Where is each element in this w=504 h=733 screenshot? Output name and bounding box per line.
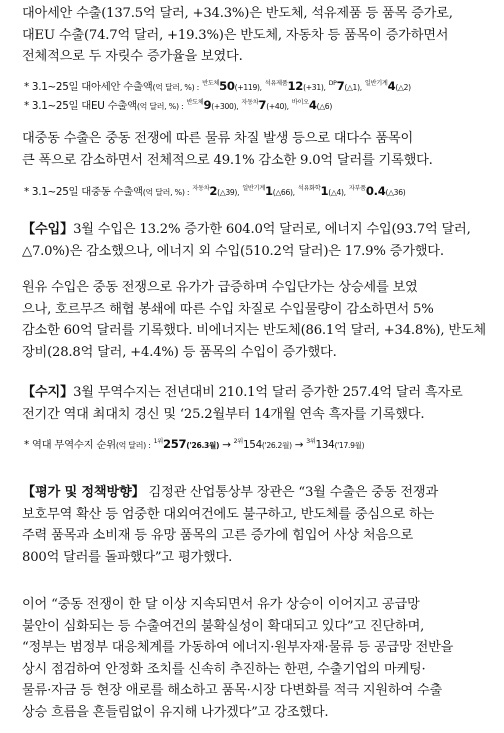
eu-export-note [24,97,332,112]
text-line [22,219,492,241]
rank-label: 3위 [306,438,316,445]
item-value: 1 [264,184,273,198]
text-line: 전체적으로 두 자릿수 증가율을 보였다. [22,49,243,64]
text-line [22,382,492,404]
item-change: (△4), [328,188,346,197]
rank-value: 154 [242,439,262,451]
text-line: 감소한 60억 달러를 기록했다. 비에너지는 반도체(86.1억 달러, +34.8%), 반도체 [22,323,486,338]
item-value: 2 [209,184,218,198]
import-line-1: 3월 수입은 13.2% 증가한 604.0억 달러로, 에너지 수입(93.7억 달러, [73,222,471,237]
item-change: (+31), [303,83,326,92]
item-name: 자동차 [241,99,259,106]
item-value: 4 [387,79,396,93]
item-value: 9 [203,98,212,112]
asean-export-note [24,78,411,93]
text-line: 상시 점검하여 안정화 조치를 신속히 추진하는 한편, 수출기업의 마케팅· [22,661,426,677]
rank-label: 2위 [233,438,243,445]
note-unit: (억 달러, %) : [136,102,184,111]
item-value: 4 [308,98,317,112]
item-value: 0.4 [365,184,386,198]
rank-value: 134 [315,439,335,451]
arrow-icon: → [222,439,231,451]
item-change: (△2) [395,83,411,92]
item-name: 석유제품 [264,80,288,87]
policy-line-1: 김정관 산업통상부 장관은 “3월 수출은 중동 전쟁과 [148,485,438,500]
policy-label: 【평가 및 정책방향】 [22,485,145,500]
item-name: 반도체 [202,80,220,87]
text-line: 장비(28.8억 달러, +4.4%) 등 품목의 수입이 증가했다. [22,344,337,360]
trade-balance-paragraph [22,382,492,425]
rank-date: ('17.9월) [334,441,365,450]
rank-date: ('26.3월) [186,441,220,450]
note-unit: (억 달러) : [115,441,151,450]
text-line: 전기간 역대 최대치 경신 및 ‘25.2월부터 14개월 연속 흑자를 기록했다. [22,406,425,422]
crude-oil-import-paragraph [22,277,492,363]
text-line: 대중동 수출은 중동 전쟁에 따른 물류 차질 발생 등으로 대다수 품목이 [22,131,414,146]
item-value: 50 [219,79,235,93]
note-prefix: * 3.1~25일 대아세안 수출액 [24,81,153,93]
text-line: 상승 흐름을 흔들림없이 유지해 나가겠다”고 강조했다. [22,704,329,720]
text-line: 보호무역 확산 등 엄중한 대외여건에도 불구하고, 반도체를 중심으로 하는 [22,506,435,522]
trade-balance-ranking-note [24,436,364,451]
item-name: 석유화학 [297,185,321,192]
item-name: 반도체 [186,99,204,106]
item-name: 일반기계 [242,185,265,192]
item-change: (△36) [385,188,406,197]
note-prefix: * 3.1~25일 대중동 수출액 [24,186,143,198]
text-line: 으나, 호르무즈 해협 봉쇄에 따른 수입 차질로 수입물량이 감소하면서 5% [22,301,434,317]
balance-label: 【수지】 [22,385,74,400]
item-value: 7 [258,98,267,112]
item-change: (+119), [234,83,262,92]
item-name: 바이오 [291,99,309,106]
note-prefix: * 3.1~25일 대EU 수출액 [24,100,137,112]
item-value: 7 [336,79,345,93]
arrow-icon: → [294,439,304,451]
import-paragraph [22,219,492,262]
note-prefix: * 역대 무역수지 순위 [24,439,116,451]
middle-east-export-note [24,183,405,198]
text-line: “정부는 범정부 대응체계를 가동하여 에너지·원부자재·물류 등 공급망 전반을 [22,640,454,655]
item-change: (△1), [344,83,362,92]
item-value: 1 [320,184,329,198]
rank-value: 257 [162,437,187,451]
text-line: 물류·자금 등 현장 애로를 해소하고 품목·시장 다변화를 적극 지원하여 수출 [22,683,443,698]
text-line: △7.0%)은 감소했으나, 에너지 외 수입(510.2억 달러)은 17.9% 증가했다. [22,243,444,259]
rank-label: 1위 [153,438,163,445]
rank-date: ('26.2월) [261,441,292,450]
minister-quote-paragraph [22,594,492,723]
text-line: 이어 “중동 전쟁이 한 달 이상 지속되면서 유가 상승이 이어지고 공급망 [22,597,420,612]
text-line [22,482,492,504]
balance-line-1: 3월 무역수지는 전년대비 210.1억 달러 증가한 257.4억 달러 흑자로 [73,385,463,400]
item-name: DP [328,80,337,87]
item-change: (△39), [217,188,240,197]
item-change: (+40), [266,102,289,111]
policy-paragraph [22,482,492,568]
item-change: (△6) [316,102,333,111]
item-change: (△66), [272,188,295,197]
text-line: 불안이 심화되는 등 수출여건의 불확실성이 확대되고 있다”고 진단하며, [22,618,425,634]
import-label: 【수입】 [22,222,74,237]
item-name: 자동차 [192,185,210,192]
middle-east-export-paragraph [22,128,492,171]
asean-eu-export-paragraph [22,3,492,68]
item-name: 일반기계 [364,80,388,87]
note-unit: (억 달러, %) : [142,188,190,197]
text-line: 주력 품목과 소비재 등 유망 품목의 고른 증가에 힘입어 사상 처음으로 [22,528,414,543]
item-change: (+300), [211,102,239,111]
text-line: 큰 폭으로 감소하면서 전체적으로 49.1% 감소한 9.0억 달러를 기록했다. [22,152,433,168]
item-name: 자부품 [348,185,366,192]
text-line: 800억 달러를 돌파했다”고 평가했다. [22,549,233,565]
note-unit: (억 달러, %) : [152,83,200,92]
text-line: 대EU 수출(74.7억 달러, +19.3%)은 반도체, 자동차 등 품목이 증가하면서 [22,27,449,43]
text-line: 원유 수입은 중동 전쟁으로 유가가 급증하며 수입단가는 상승세를 보였 [22,280,418,295]
item-value: 12 [287,79,304,93]
text-line: 대아세안 수출(137.5억 달러, +34.3%)은 반도체, 석유제품 등 품목 증가로, [22,6,453,21]
